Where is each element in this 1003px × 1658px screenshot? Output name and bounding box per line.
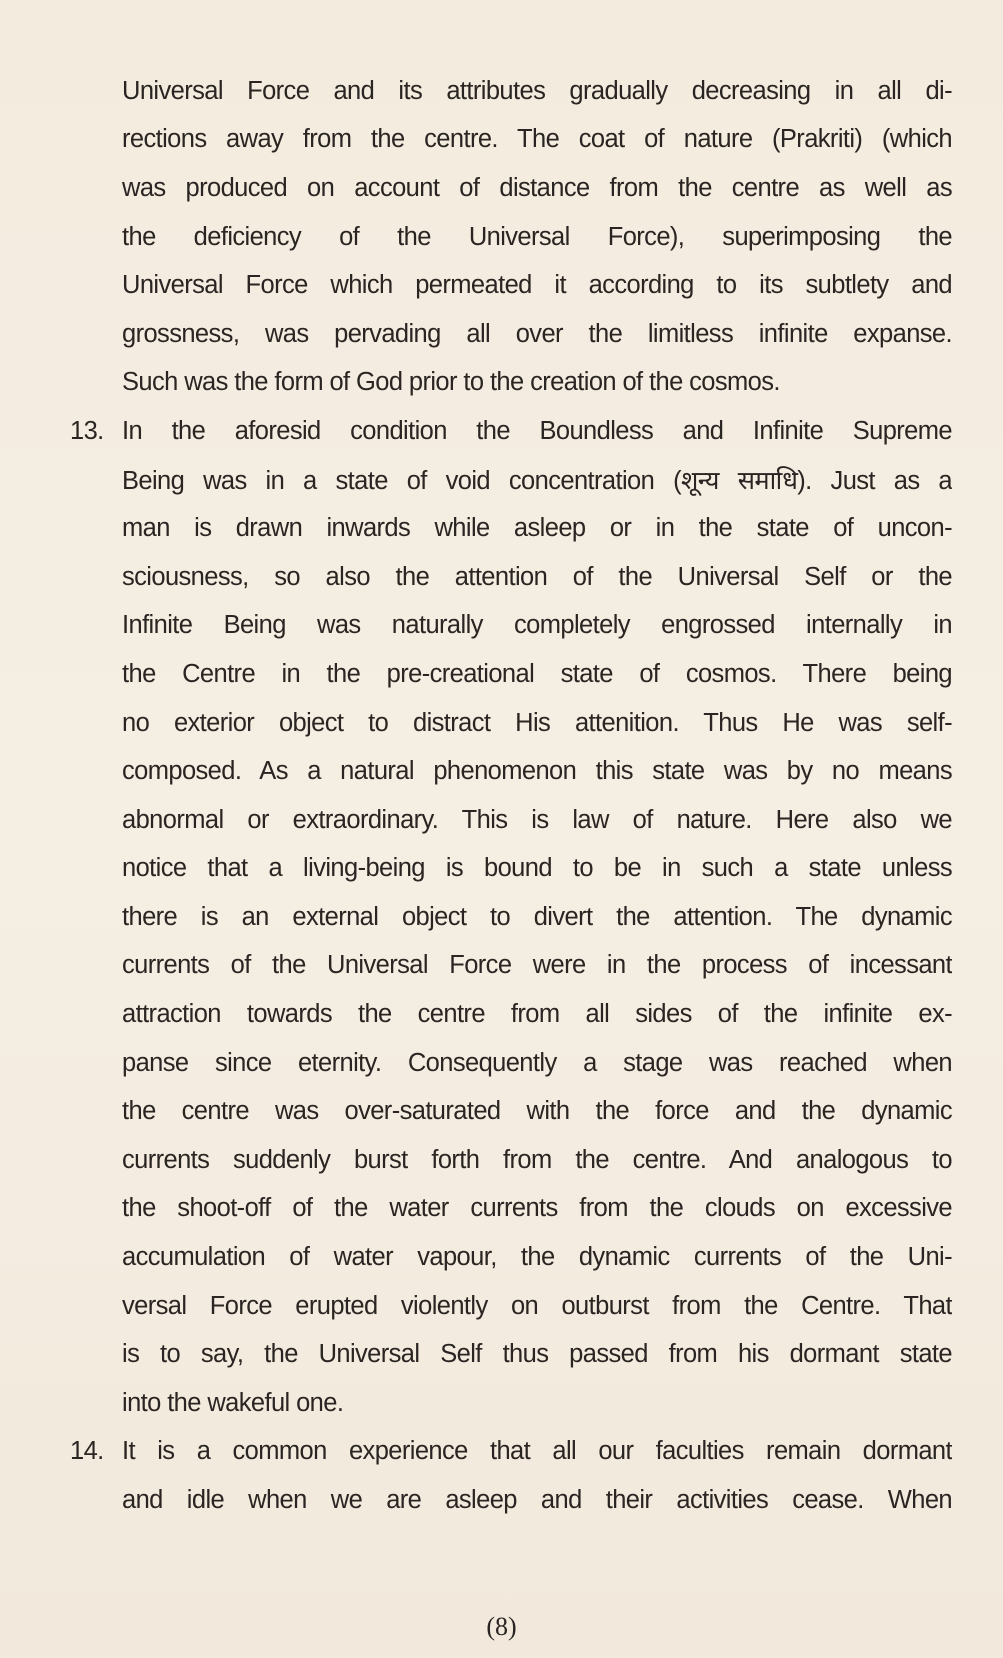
text-line bbox=[70, 1428, 952, 1477]
text-line bbox=[70, 942, 952, 991]
line-text: notice that a living-being is bound to be in such a state unless bbox=[122, 854, 952, 883]
line-text: grossness, was pervading all over the limitless infinite expanse. bbox=[122, 319, 952, 348]
text-line bbox=[70, 1476, 952, 1525]
line-text: was produced on account of distance from the centre as well as bbox=[122, 173, 952, 202]
text-line bbox=[70, 456, 952, 505]
line-text: no exterior object to distract His attenition. Thus He was self- bbox=[122, 708, 952, 737]
line-text: panse since eternity. Consequently a stage was reached when bbox=[122, 1048, 952, 1077]
line-text: currents suddenly burst forth from the centre. And analogous to bbox=[122, 1145, 952, 1174]
text-line bbox=[70, 1185, 952, 1234]
line-text: Infinite Being was naturally completely engrossed internally in bbox=[122, 611, 952, 640]
text-line bbox=[70, 699, 952, 748]
line-text: Universal Force which permeated it according to its subtlety and bbox=[122, 271, 952, 300]
line-text: and idle when we are asleep and their activities cease. When bbox=[122, 1486, 952, 1515]
page-number: (8) bbox=[486, 1612, 517, 1641]
text-line bbox=[70, 261, 952, 310]
text-line bbox=[70, 553, 952, 602]
text-line bbox=[70, 213, 952, 262]
text-line bbox=[70, 1136, 952, 1185]
line-text: rections away from the centre. The coat of nature (Prakriti) (which bbox=[122, 125, 952, 154]
body-text bbox=[70, 67, 952, 1525]
line-text: It is a common experience that all our faculties remain dormant bbox=[122, 1437, 952, 1466]
line-text: abnormal or extraordinary. This is law of nature. Here also we bbox=[122, 805, 952, 834]
text-line bbox=[70, 164, 952, 213]
text-line bbox=[70, 1233, 952, 1282]
text-line bbox=[70, 747, 952, 796]
text-line bbox=[70, 359, 952, 408]
line-text: the Centre in the pre-creational state of cosmos. There being bbox=[122, 659, 952, 688]
text-line bbox=[70, 310, 952, 359]
line-text: Such was the form of God prior to the creation of the cosmos. bbox=[122, 368, 780, 397]
text-line bbox=[70, 650, 952, 699]
text-line bbox=[70, 1330, 952, 1379]
text-line bbox=[70, 893, 952, 942]
text-line bbox=[70, 504, 952, 553]
line-text: the centre was over-saturated with the force and the dynamic bbox=[122, 1097, 952, 1126]
text-line bbox=[70, 1379, 952, 1428]
line-text: Being was in a state of void concentration (शून्य समाधि). Just as a bbox=[122, 467, 952, 496]
line-text: attraction towards the centre from all sides of the infinite ex- bbox=[122, 1000, 952, 1029]
text-line bbox=[70, 990, 952, 1039]
paragraph-number: 13. bbox=[70, 416, 104, 445]
line-text: the deficiency of the Universal Force), superimposing the bbox=[122, 222, 952, 251]
text-line bbox=[70, 602, 952, 651]
line-text: there is an external object to divert the attention. The dynamic bbox=[122, 902, 952, 931]
text-line bbox=[70, 1282, 952, 1331]
line-text: the shoot-off of the water currents from the clouds on excessive bbox=[122, 1194, 952, 1223]
line-text: man is drawn inwards while asleep or in the state of uncon- bbox=[122, 514, 952, 543]
line-text: accumulation of water vapour, the dynamic currents of the Uni- bbox=[122, 1243, 952, 1272]
line-text: is to say, the Universal Self thus passed from his dormant state bbox=[122, 1340, 952, 1369]
text-line bbox=[70, 67, 952, 116]
line-text: In the aforesid condition the Boundless and Infinite Supreme bbox=[122, 416, 952, 445]
line-text: sciousness, so also the attention of the Universal Self or the bbox=[122, 562, 952, 591]
line-text: versal Force erupted violently on outburst from the Centre. That bbox=[122, 1291, 952, 1320]
text-line bbox=[70, 1087, 952, 1136]
text-line bbox=[70, 116, 952, 165]
text-line bbox=[70, 407, 952, 456]
paragraph-number: 14. bbox=[70, 1437, 104, 1466]
text-line bbox=[70, 796, 952, 845]
line-text: composed. As a natural phenomenon this state was by no means bbox=[122, 757, 952, 786]
line-text: Universal Force and its attributes gradually decreasing in all di- bbox=[122, 76, 952, 105]
text-line bbox=[70, 1039, 952, 1088]
line-text: into the wakeful one. bbox=[122, 1388, 344, 1417]
line-text: currents of the Universal Force were in the process of incessant bbox=[122, 951, 952, 980]
text-line bbox=[70, 845, 952, 894]
